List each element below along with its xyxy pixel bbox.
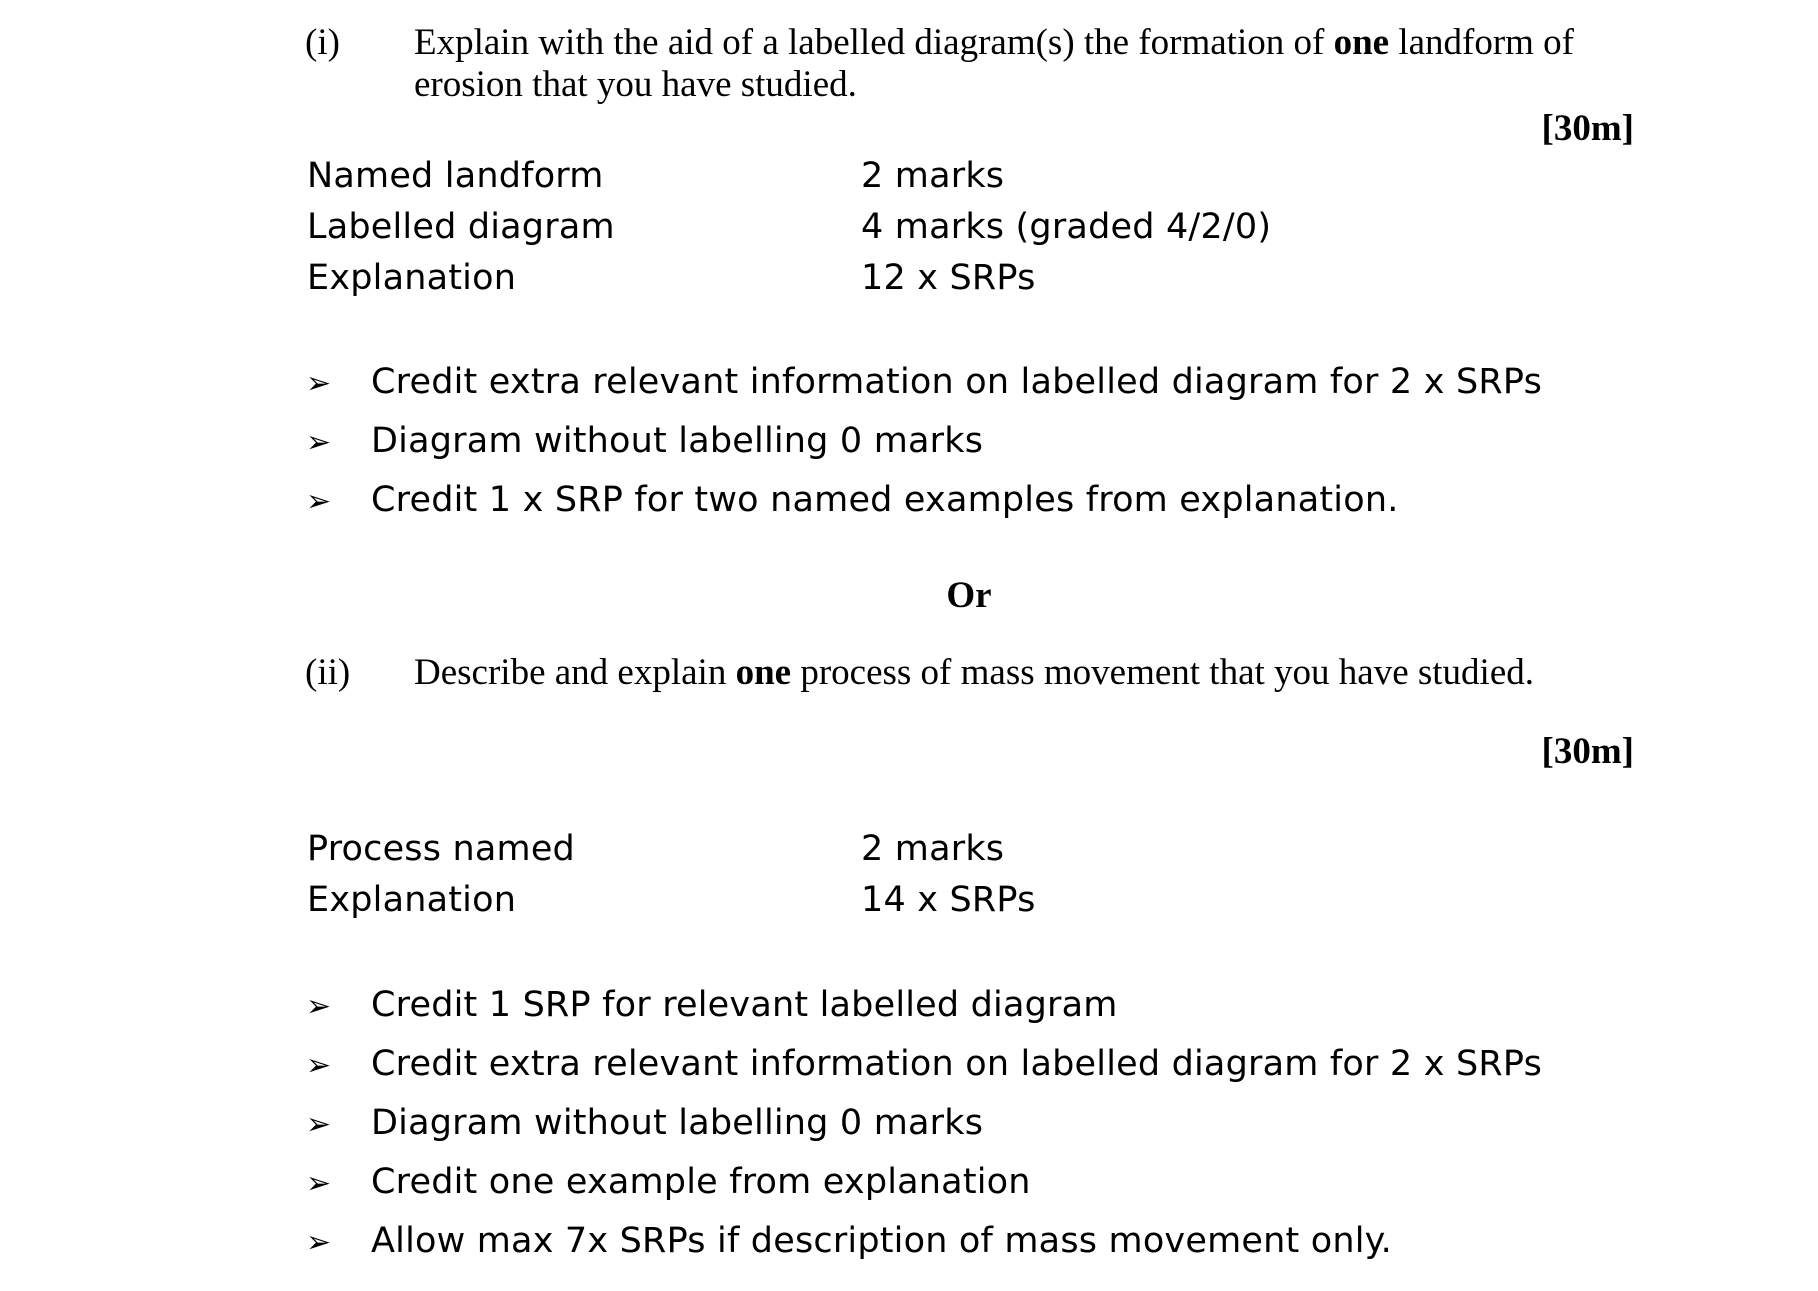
or-divider-label: Or [946, 575, 992, 616]
arrow-bullet-icon: ➢ [306, 366, 332, 401]
part-ii-question-bold: one [735, 652, 792, 693]
part-i-question-bold: one [1333, 22, 1390, 63]
part-ii-scheme-value: 14 x SRPs [861, 880, 1036, 920]
part-i-question-pre: Explain with the aid of a labelled diagram(s) the formation of [414, 22, 1334, 63]
part-i-question-post: landform of [1389, 22, 1575, 63]
part-i-question-line1 [414, 22, 1574, 64]
part-i-bullet: Credit 1 x SRP for two named examples from explanation. [371, 480, 1399, 520]
part-ii-bullet: Credit extra relevant information on labelled diagram for 2 x SRPs [371, 1044, 1543, 1084]
part-i-scheme-label: Labelled diagram [307, 207, 615, 247]
arrow-bullet-icon: ➢ [306, 1048, 332, 1083]
arrow-bullet-icon: ➢ [306, 1225, 332, 1260]
part-ii-bullet: Credit 1 SRP for relevant labelled diagram [371, 985, 1118, 1025]
part-ii-question-pre: Describe and explain [414, 652, 736, 693]
part-i-marks: [30m] [1541, 108, 1634, 149]
part-ii-scheme-value: 2 marks [861, 829, 1005, 869]
arrow-bullet-icon: ➢ [306, 989, 332, 1024]
arrow-bullet-icon: ➢ [306, 1166, 332, 1201]
arrow-bullet-icon: ➢ [306, 1107, 332, 1142]
part-i-scheme-label: Explanation [307, 258, 517, 298]
part-ii-question-post: process of mass movement that you have studied. [791, 652, 1535, 693]
part-ii-scheme-label: Explanation [307, 880, 517, 920]
part-ii-bullet: Credit one example from explanation [371, 1162, 1031, 1202]
part-i-scheme-value: 4 marks (graded 4/2/0) [861, 207, 1272, 247]
part-i-scheme-label: Named landform [307, 156, 604, 196]
part-i-number: (i) [305, 22, 340, 63]
part-i-scheme-value: 12 x SRPs [861, 258, 1036, 298]
part-ii-question [414, 652, 1534, 694]
part-i-question-line2: erosion that you have studied. [414, 64, 857, 105]
part-ii-number: (ii) [305, 652, 351, 693]
part-ii-scheme-label: Process named [307, 829, 575, 869]
part-ii-bullet: Diagram without labelling 0 marks [371, 1103, 984, 1143]
arrow-bullet-icon: ➢ [306, 425, 332, 460]
part-i-scheme-value: 2 marks [861, 156, 1005, 196]
part-ii-marks: [30m] [1541, 731, 1634, 772]
part-i-bullet: Diagram without labelling 0 marks [371, 421, 984, 461]
part-ii-bullet: Allow max 7x SRPs if description of mass movement only. [371, 1221, 1392, 1261]
arrow-bullet-icon: ➢ [306, 484, 332, 519]
part-i-bullet: Credit extra relevant information on labelled diagram for 2 x SRPs [371, 362, 1543, 402]
